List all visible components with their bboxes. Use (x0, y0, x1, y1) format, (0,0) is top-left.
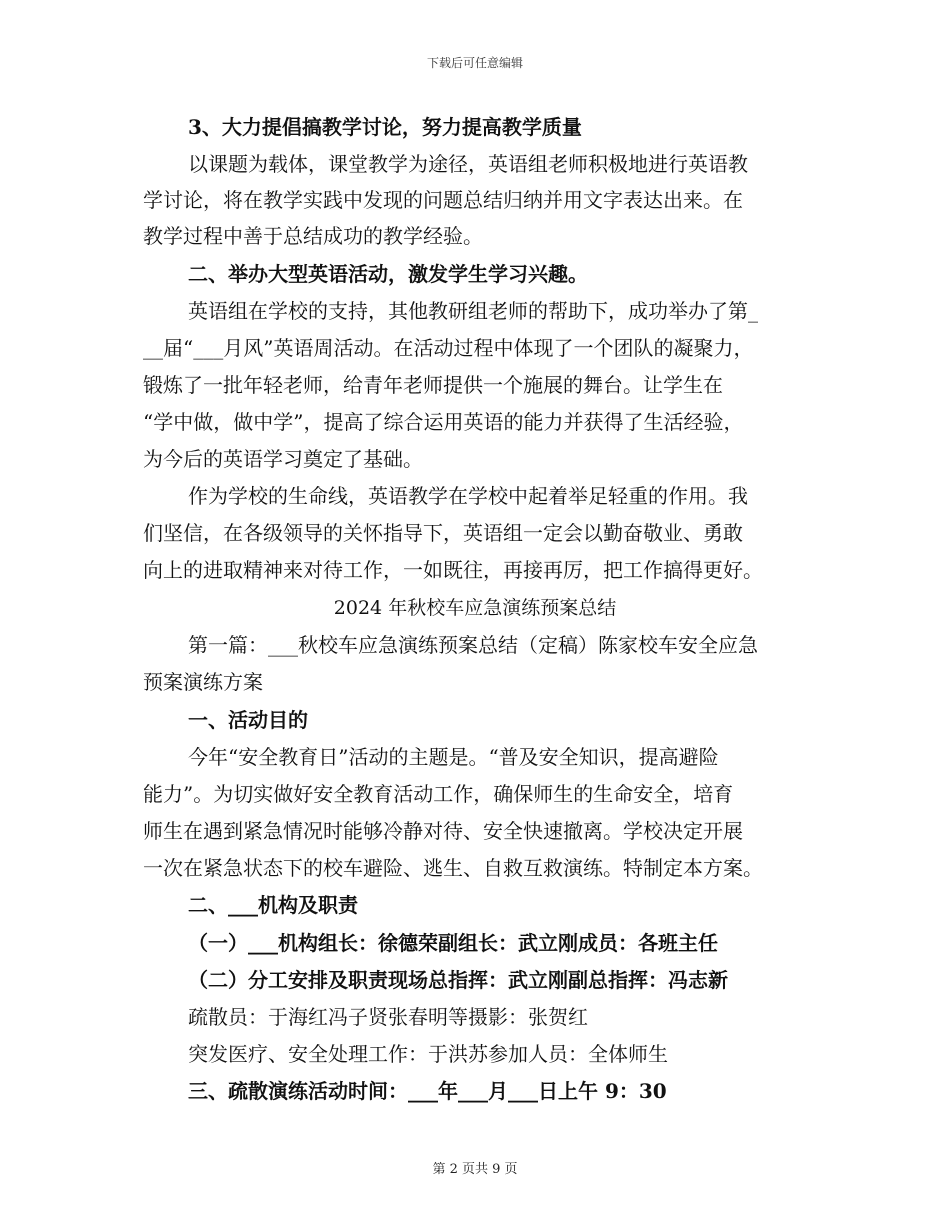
intro-line2: 预案演练方案 (143, 670, 263, 694)
para2-line4: “学中做，做中学”，提高了综合运用英语的能力并获得了生活经验， (143, 410, 744, 434)
para2-line3: 锻炼了一批年轻老师，给青年老师提供一个施展的舞台。让学生在 (143, 373, 723, 397)
document-title: 2024 年秋校车应急演练预案总结 (333, 597, 617, 619)
para2-line5: 为今后的英语学习奠定了基础。 (143, 447, 423, 471)
para1-line3: 教学过程中善于总结成功的教学经验。 (143, 224, 483, 248)
para1-line1: 以课题为载体，课堂教学为途径，英语组老师积极地进行英语教 (188, 152, 748, 176)
intro-line1: 第一篇：___秋校车应急演练预案总结（定稿）陈家校车安全应急 (188, 633, 758, 657)
para3-line2: 们坚信，在各级领导的关怀指导下，英语组一定会以勤奋敬业、勇敢 (143, 521, 743, 545)
section-2-heading: 二、___机构及职责 (188, 893, 358, 917)
para3-line3: 向上的进取精神来对待工作，一如既往，再接再厉，把工作搞得更好。 (143, 558, 763, 582)
subsection-1: （一）___机构组长：徐德荣副组长：武立刚成员：各班主任 (188, 931, 718, 955)
section-3-heading: 三、疏散演练活动时间：___年___月___日上午 9：30 (188, 1079, 667, 1103)
para4-line4: 一次在紧急状态下的校车避险、逃生、自救互救演练。特制定本方案。 (143, 856, 763, 880)
page-header: 下载后可任意编辑 (426, 56, 523, 70)
para4-line3: 师生在遇到紧急情况时能够冷静对待、安全快速撤离。学校决定开展 (143, 819, 743, 843)
section-1-heading: 一、活动目的 (188, 708, 308, 732)
para1-line2: 学讨论，将在教学实践中发现的问题总结归纳并用文字表达出来。在 (143, 188, 743, 212)
subsection-2: （二）分工安排及职责现场总指挥：武立刚副总指挥：冯志新 (188, 968, 728, 992)
para2-line1: 英语组在学校的支持，其他教研组老师的帮助下，成功举办了第_ (188, 299, 758, 323)
heading-3: 3、大力提倡搞教学讨论，努力提高教学质量 (188, 115, 582, 139)
page-footer: 第 2 页共 9 页 (432, 1162, 518, 1177)
evacuation-staff-line: 疏散员：于海红冯子贤张春明等摄影：张贺红 (188, 1005, 588, 1029)
para2-line2: __届“___月风”英语周活动。在活动过程中体现了一个团队的凝聚力， (143, 336, 754, 360)
para4-line2: 能力”。为切实做好安全教育活动工作，确保师生的生命安全，培育 (143, 782, 734, 806)
para3-line1: 作为学校的生命线，英语教学在学校中起着举足轻重的作用。我 (188, 484, 748, 508)
medical-staff-line: 突发医疗、安全处理工作：于洪苏参加人员：全体师生 (188, 1042, 668, 1066)
heading-2: 二、举办大型英语活动，激发学生学习兴趣。 (188, 262, 588, 286)
para4-line1: 今年“安全教育日”活动的主题是。“普及安全知识，提高避险 (188, 745, 719, 769)
